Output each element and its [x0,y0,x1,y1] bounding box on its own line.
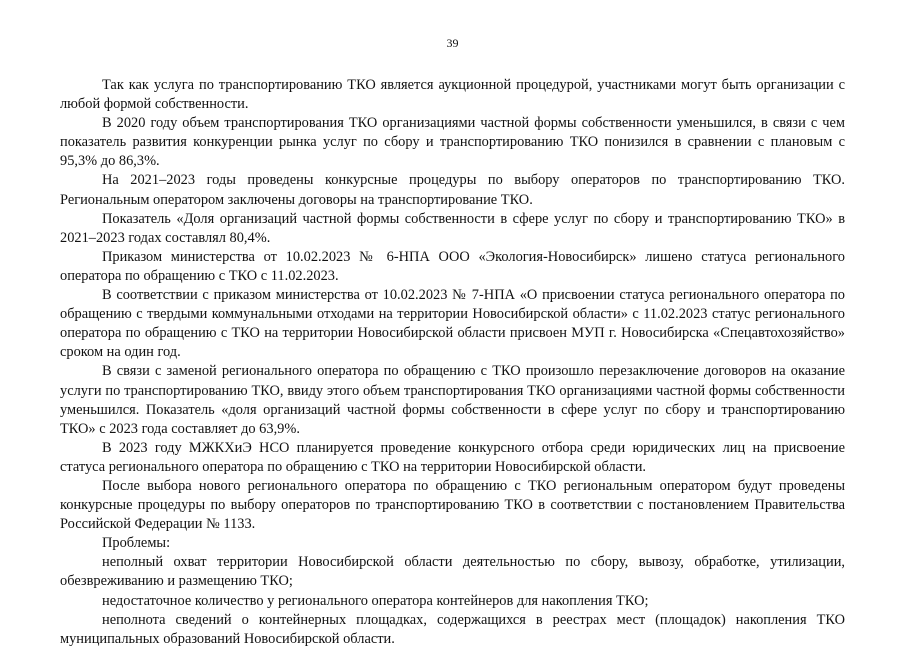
paragraph-auction-service: Так как услуга по транспортированию ТКО является аукционной процедурой, участниками могут быть организации с любой формой собственности. [60,77,845,113]
paragraph-after-selection: После выбора нового регионального оператора по обращению с ТКО региональным оператором будут проведены конкурсные процедуры по выбору операторов по транспортированию ТКО в соответствии с постановлением Правительства Российской Федерации № 1133. [60,477,845,533]
paragraph-2021-2023-procedures: На 2021–2023 годы проведены конкурсные процедуры по выбору операторов по транспортированию ТКО. Региональным оператором заключены договоры на транспортирование ТКО. [60,172,845,208]
paragraph-2020-volume: В 2020 году объем транспортирования ТКО организациями частной формы собственности уменьшился, в связи с чем показатель развития конкуренции рынка услуг по сбору и транспортированию ТКО понизился в сравнении с плановым с 95,3% до 86,3%. [60,115,845,170]
problem-item: недостаточное количество у регионального оператора контейнеров для накопления ТКО; [102,592,649,609]
paragraph-operator-replacement: В связи с заменой регионального оператора по обращению с ТКО произошло перезаключение договоров на оказание услуги по транспортированию ТКО, ввиду этого объем транспортирования ТКО организациями частной формы собственности уменьшился. Показатель «доля организаций частной формы собственности в сфере услуг по сбору и транспортированию ТКО» с 2023 года составляет до 63,9%. [60,363,845,437]
problems-heading: Проблемы: [102,535,171,552]
paragraph-2023-selection: В 2023 году МЖКХиЭ НСО планируется проведение конкурсного отбора среди юридических лиц на присвоение статуса регионального оператора по обращению с ТКО на территории Новосибирской области. [60,439,845,475]
problem-item: неполнота сведений о контейнерных площадках, содержащихся в реестрах мест (площадок) накопления ТКО муниципальных образований Новосибирской области. [60,611,845,647]
paragraph-order-7-npa: В соответствии с приказом министерства от 10.02.2023 № 7-НПА «О присвоении статуса регионального оператора по обращению с твердыми коммунальными отходами на территории Новосибирской области» с 11.02.2023 статус регионального оператора по обращению с ТКО на территории Новосибирской области присвоен МУП г. Новосибирска «Спецавтохозяйство» сроком на один год. [60,287,845,361]
paragraph-order-6-npa: Приказом министерства от 10.02.2023 № 6-НПА ООО «Экология-Новосибирск» лишено статуса регионального оператора по обращению с ТКО с 11.02.2023. [60,248,845,284]
problem-item: неполный охват территории Новосибирской области деятельностью по сбору, вывозу, обработке, утилизации, обезвреживанию и размещению ТКО; [60,554,845,590]
page-number: 39 [446,36,459,50]
document-body [60,76,845,649]
paragraph-private-share-indicator: Показатель «Доля организаций частной формы собственности в сфере услуг по сбору и транспортированию ТКО» в 2021–2023 годах составлял 80,4%. [60,210,845,246]
